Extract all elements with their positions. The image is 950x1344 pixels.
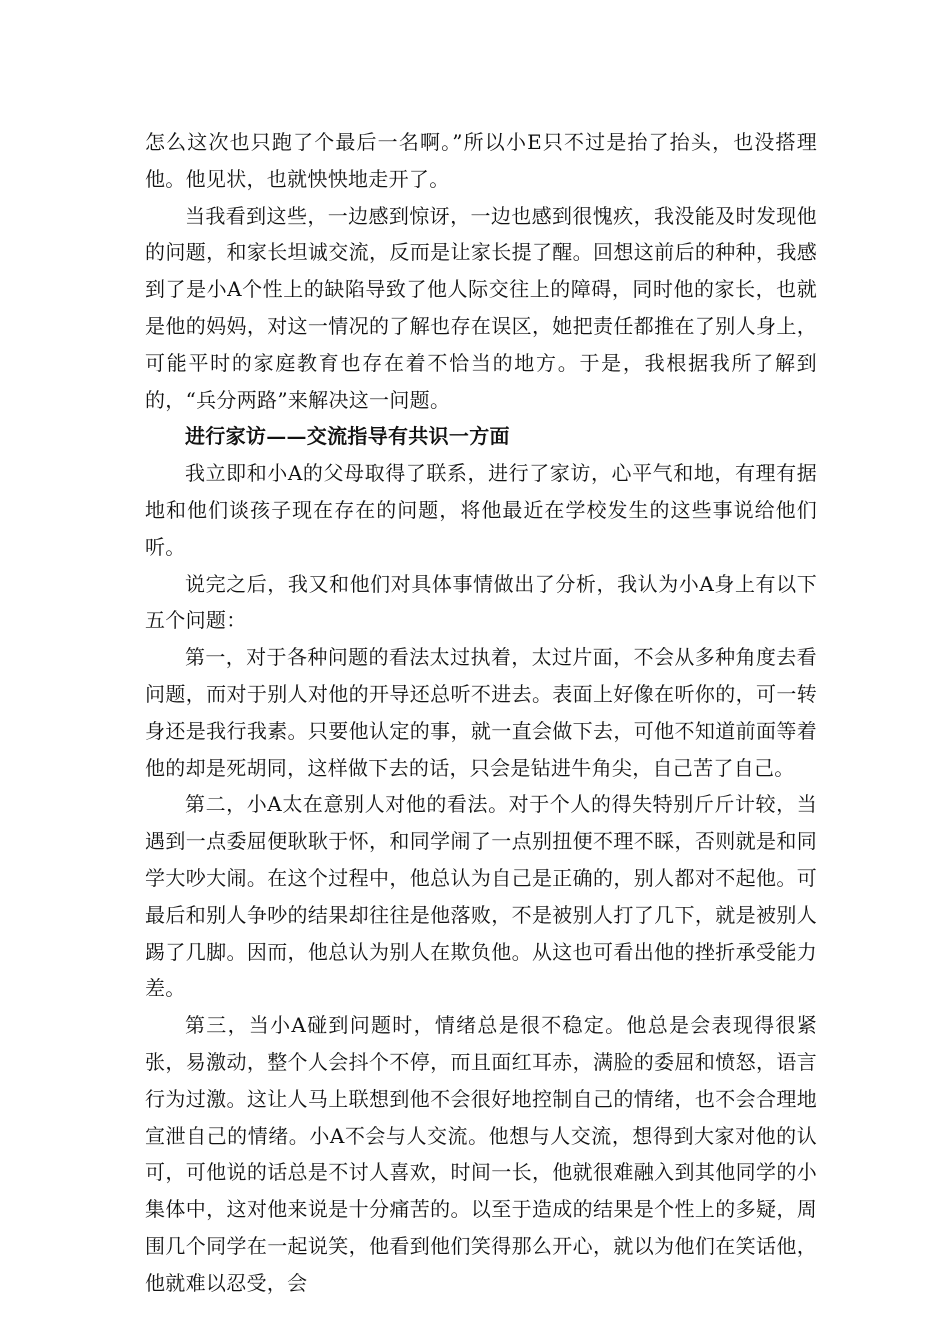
paragraph-home-visit: 我立即和小A的父母取得了联系，进行了家访，心平气和地，有理有据地和他们谈孩子现在存在的问题，将他最近在学校发生的这些事说给他们听。 <box>145 461 817 559</box>
document-body <box>145 124 817 1302</box>
paragraph-problem-1: 第一，对于各种问题的看法太过执着，太过片面，不会从多种角度去看问题，而对于别人对他的开导还总听不进去。表面上好像在听你的，可一转身还是我行我素。只要他认定的事，就一直会做下去，可他不知道前面等着他的却是死胡同，这样做下去的话，只会是钻进牛角尖，自己苦了自己。 <box>145 645 817 780</box>
paragraph-problem-2: 第二，小A太在意别人对他的看法。对于个人的得失特别斤斤计较，当遇到一点委屈便耿耿于怀，和同学闹了一点别扭便不理不睬，否则就是和同学大吵大闹。在这个过程中，他总认为自己是正确的，别人都对不起他。可最后和别人争吵的结果却往往是他落败，不是被别人打了几下，就是被别人踢了几脚。因而，他总认为别人在欺负他。从这也可看出他的挫折承受能力差。 <box>145 792 817 1001</box>
paragraph-problem-3: 第三，当小A碰到问题时，情绪总是很不稳定。他总是会表现得很紧张，易激动，整个人会抖个不停，而且面红耳赤，满脸的委屈和愤怒，语言行为过激。这让人马上联想到他不会很好地控制自己的情绪，也不会合理地宣泄自己的情绪。小A不会与人交流。他想与人交流，想得到大家对他的认可，可他说的话总是不讨人喜欢，时间一长，他就很难融入到其他同学的小集体中，这对他来说是十分痛苦的。以至于造成的结果是个性上的多疑，周围几个同学在一起说笑，他看到他们笑得那么开心，就以为他们在笑话他，他就难以忍受，会 <box>145 1013 817 1295</box>
paragraph-analysis-intro: 说完之后，我又和他们对具体事情做出了分析，我认为小A身上有以下五个问题： <box>145 571 817 633</box>
section-heading: 进行家访——交流指导有共识一方面 <box>185 424 510 449</box>
paragraph-continued: 怎么这次也只跑了个最后一名啊。”所以小E只不过是抬了抬头，也没搭理他。他见状，也就怏怏地走开了。 <box>145 130 817 191</box>
paragraph-reflection: 当我看到这些，一边感到惊讶，一边也感到很愧疚，我没能及时发现他的问题，和家长坦诚交流，反而是让家长提了醒。回想这前后的种种，我感到了是小A个性上的缺陷导致了他人际交往上的障碍，同时他的家长，也就是他的妈妈，对这一情况的了解也存在误区，她把责任都推在了别人身上，可能平时的家庭教育也存在着不恰当的地方。于是，我根据我所了解到的，“兵分两路”来解决这一问题。 <box>145 203 817 412</box>
